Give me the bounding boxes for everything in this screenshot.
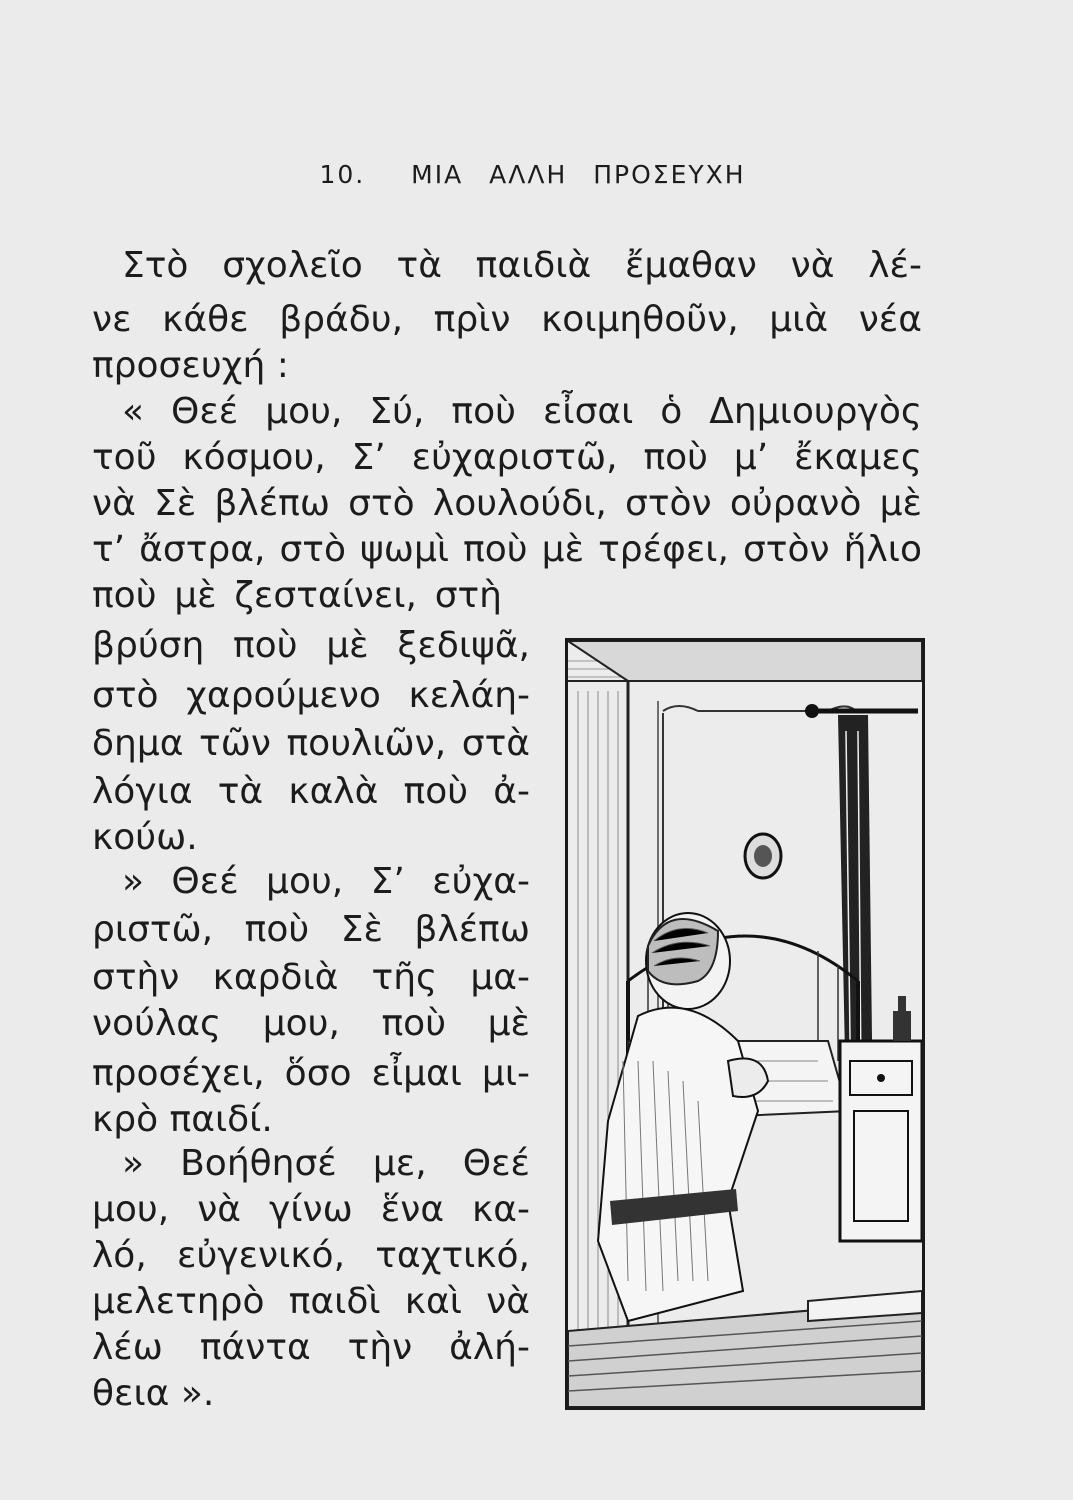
text-line: μελετηρὸ παιδὶ καὶ νὰ: [92, 1281, 530, 1322]
chapter-heading: [0, 160, 1073, 189]
text-line: ριστῶ, ποὺ Σὲ βλέπω: [92, 909, 530, 950]
text-line: λόγια τὰ καλὰ ποὺ ἀ-: [92, 771, 530, 812]
text-line: κρὸ παιδί.: [92, 1099, 273, 1140]
text-line: μου, νὰ γίνω ἕνα κα-: [92, 1189, 530, 1230]
text-line: στὸ χαρούμενο κελάη-: [92, 675, 530, 716]
text-line: ποὺ μὲ ζεσταίνει, στὴ: [92, 575, 502, 616]
heading-word: ΠΡΟΣΕΥΧΗ: [593, 160, 746, 189]
heading-word: ΑΛΛΗ: [489, 160, 568, 189]
text-line: νε κάθε βράδυ, πρὶν κοιμηθοῦν, μιὰ νέα: [92, 299, 922, 340]
chapter-number: 10.: [319, 160, 366, 189]
text-line: « Θεέ μου, Σύ, ποὺ εἶσαι ὁ Δημιουργὸς: [122, 391, 922, 432]
heading-word: ΜΙΑ: [411, 160, 464, 189]
text-line: λέω πάντα τὴν ἀλή-: [92, 1327, 530, 1368]
text-line: κούω.: [92, 817, 198, 858]
text-line: λό, εὐγενικό, ταχτικό,: [92, 1235, 530, 1276]
text-line: » Βοήθησέ με, Θεέ: [122, 1143, 530, 1184]
text-line: προσευχή :: [92, 345, 289, 386]
text-line: νὰ Σὲ βλέπω στὸ λουλούδι, στὸν οὐρανὸ μὲ: [92, 483, 922, 524]
text-line: Στὸ σχολεῖο τὰ παιδιὰ ἔμαθαν νὰ λέ-: [122, 245, 922, 286]
text-line: τ’ ἄστρα, στὸ ψωμὶ ποὺ μὲ τρέφει, στὸν ἥλιο: [92, 529, 922, 570]
text-line: βρύση ποὺ μὲ ξεδιψᾶ,: [92, 625, 530, 666]
text-line: νούλας μου, ποὺ μὲ: [92, 1003, 530, 1044]
text-line: » Θεέ μου, Σ’ εὐχα-: [122, 861, 530, 902]
text-line: δημα τῶν πουλιῶν, στὰ: [92, 723, 530, 764]
text-line: στὴν καρδιὰ τῆς μα-: [92, 957, 530, 998]
text-line: θεια ».: [92, 1373, 215, 1414]
text-line: τοῦ κόσμου, Σ’ εὐχαριστῶ, ποὺ μ’ ἔκαμες: [92, 437, 922, 478]
bleed-through-texture: [60, 92, 960, 132]
text-line: προσέχει, ὅσο εἶμαι μι-: [92, 1053, 530, 1094]
illustration-drawing: [568, 641, 922, 1407]
praying-child-illustration: [565, 638, 925, 1410]
